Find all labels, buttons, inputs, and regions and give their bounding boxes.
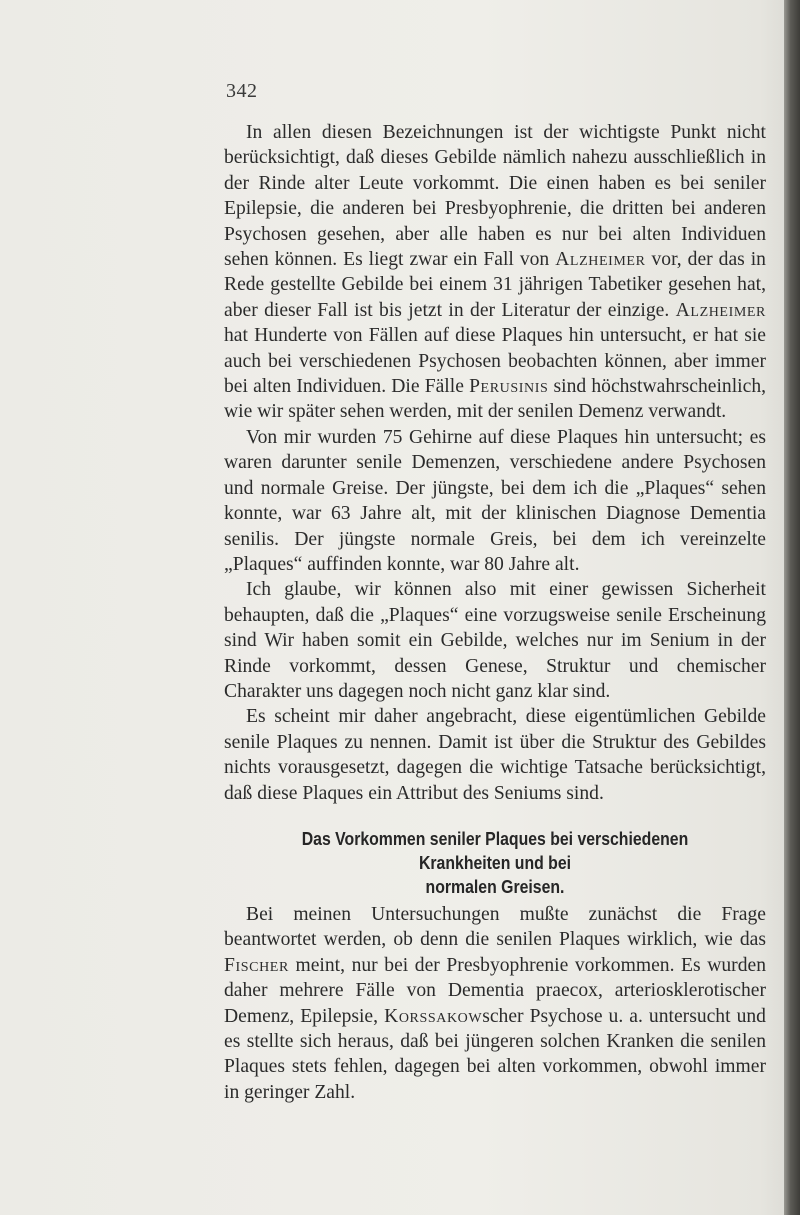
paragraph-2: Von mir wurden 75 Gehirne auf diese Plaques hin untersucht; es waren darunter senile Demenzen, verschiedene andere Psychosen und normale Greise. Der jüngste, bei dem ich die „Plaques“ sehen konnte, war 63 Jahre alt, mit der klinischen Diagnose Dementia senilis. Der jüngste normale Greis, bei dem ich vereinzelte „Plaques“ auffinden konnte, war 80 Jahre alt.	[224, 426, 766, 575]
author-name-alzheimer: Alzheimer	[555, 249, 646, 271]
paragraph-5-part-b: meint, nur bei der Presbyophrenie vorkommen. Es wurden daher mehrere Fälle von Dementia praecox, arteriosklerotischer Demenz, Epilepsie,	[224, 954, 766, 1027]
paragraph-1-part-b: vor, der das in Rede gestellte Gebilde bei einem 31 jährigen Tabetiker gesehen hat, aber dieser Fall ist bis jetzt in der Literatur der einzige.	[224, 249, 766, 321]
paragraph-3: Ich glaube, wir können also mit einer gewissen Sicherheit behaupten, daß die „Plaques“ eine vorzugsweise senile Erscheinung sind Wir haben somit ein Gebilde, welches nur im Senium in der Rinde vorkommt, dessen Genese, Struktur und chemischer Charakter uns dagegen noch nicht ganz klar sind.	[224, 579, 766, 702]
paragraph-1-part-a: In allen diesen Bezeichnungen ist der wichtigste Punkt nicht berücksichtigt, daß dieses Gebilde nämlich nahezu ausschließlich in der Rinde alter Leute vorkommt. Die einen haben es bei seniler Epilepsie, die anderen bei Presbyophrenie, die dritten bei anderen Psychosen gesehen, aber alle haben es nur bei alten Individuen sehen können. Es liegt zwar ein Fall von	[224, 122, 766, 271]
author-name-fischer: Fischer	[224, 954, 289, 976]
paragraph-5	[224, 902, 766, 1105]
paragraph-1-part-c: hat Hunderte von Fällen auf diese Plaques hin untersucht, er hat sie auch bei verschiedenen Psychosen beobachten können, aber immer bei alten Individuen. Die Fälle	[224, 325, 766, 398]
section-heading-line-1: Das Vorkommen seniler Plaques bei verschiedenen Krankheiten und bei	[301, 827, 689, 873]
section-heading-line-2: normalen Greisen.	[425, 875, 565, 897]
paragraph-4: Es scheint mir daher angebracht, diese eigentümlichen Gebilde senile Plaques zu nennen. Damit ist über die Struktur des Gebildes nichts vorausgesetzt, dagegen die wichtige Tatsache berücksichtigt, daß diese Plaques ein Attribut des Seniums sind.	[224, 706, 766, 804]
author-name-alzheimer-2: Alzheimer	[675, 299, 766, 321]
page-edge-shadow	[784, 0, 800, 1215]
body-text	[224, 120, 766, 1105]
paragraph-1-part-d: sind höchstwahrscheinlich, wie wir später sehen werden, mit der senilen Demenz verwandt.	[224, 376, 767, 423]
paragraph-5-part-c: scher Psychose u. a. untersucht und es stellte sich heraus, daß bei jüngeren solchen Kranken die senilen Plaques stets fehlen, dagegen bei alten vorkommen, obwohl immer in geringer Zahl.	[224, 1005, 766, 1103]
author-name-perusini: Perusinis	[469, 376, 549, 398]
paragraph-1	[224, 120, 766, 425]
page-number: 342	[226, 80, 258, 102]
paragraph-5-part-a: Bei meinen Untersuchungen mußte zunächst die Frage beantwortet werden, ob denn die senilen Plaques wirklich, wie das	[224, 903, 766, 951]
section-heading	[262, 827, 728, 899]
author-name-korssakow: Korssakow	[384, 1005, 483, 1027]
